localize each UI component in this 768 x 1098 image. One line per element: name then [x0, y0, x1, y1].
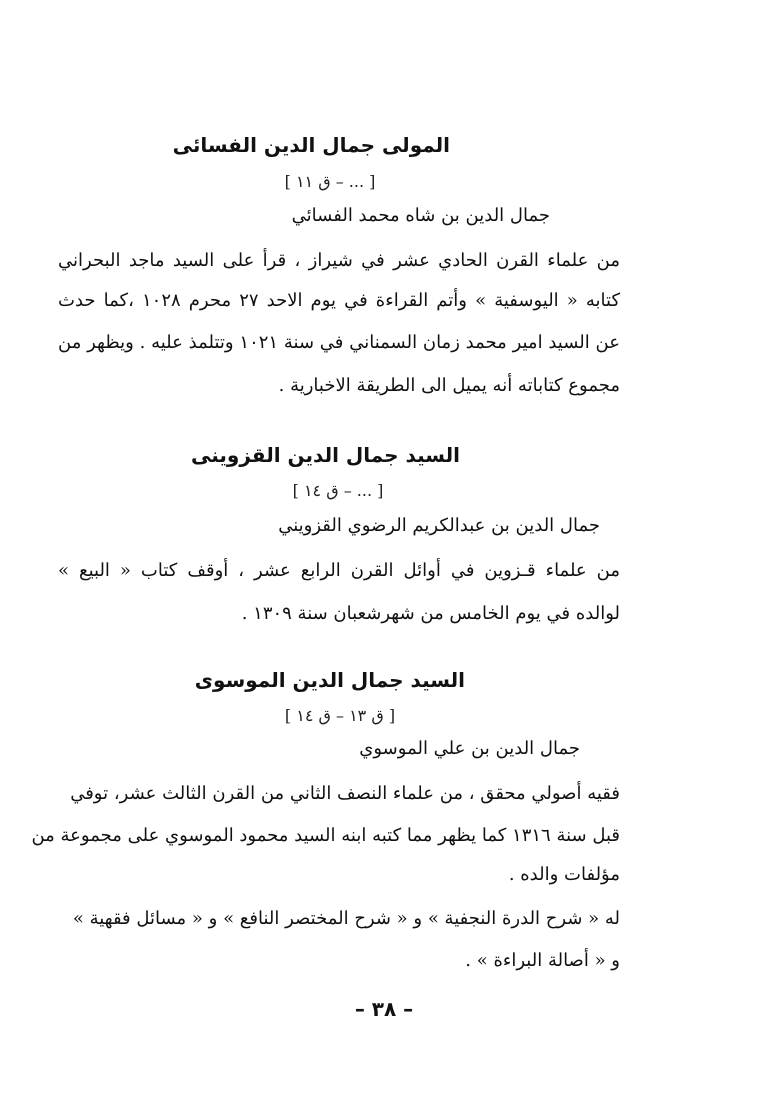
text-line: كتابه « اليوسفية » وأتم القراءة في يوم الاحد ٢٧ محرم ١٠٢٨ ،كما حدث [58, 290, 621, 311]
entry-dates: [ ... – ق ١٤ ] [292, 481, 384, 500]
text-line: لوالده في يوم الخامس من شهرشعبان سنة ١٣٠٩ . [241, 603, 620, 624]
text-line: عن السيد امير محمد زمان السمناني في سنة ١٠٢١ وتتلمذ عليه . ويظهر من [58, 332, 620, 353]
entry-full-name: جمال الدين بن شاه محمد الفسائي [291, 205, 550, 226]
entry-title: السيد جمال الدين الموسوى [194, 668, 465, 692]
entry-title: المولى جمال الدين الفسائى [172, 133, 450, 157]
text-line: و « أصالة البراءة » . [465, 950, 620, 971]
text-line: مؤلفات والده . [508, 864, 620, 885]
text-line: قبل سنة ١٣١٦ كما يظهر مما كتبه ابنه السيد محمود الموسوي على مجموعة من [31, 825, 620, 846]
page-number: – ٣٨ – [354, 997, 414, 1021]
entry-dates: [ ... – ق ١١ ] [284, 172, 376, 191]
entry-full-name: جمال الدين بن عبدالكريم الرضوي القزويني [278, 515, 600, 536]
text-line: من علماء قـزوين في أوائل القرن الرابع عشر ، أوقف كتاب « البيع » [58, 560, 620, 581]
entry-full-name: جمال الدين بن علي الموسوي [359, 738, 580, 759]
text-line: فقيه أصولي محقق ، من علماء النصف الثاني من القرن الثالث عشر، توفي [70, 783, 620, 804]
entry-title: السيد جمال الدين القزوينى [191, 443, 460, 467]
entry-dates: [ ق ١٣ – ق ١٤ ] [284, 706, 396, 725]
text-line: مجموع كتاباته أنه يميل الى الطريقة الاخبارية . [278, 375, 620, 396]
text-line: له « شرح الدرة النجفية » و « شرح المختصر النافع » و « مسائل فقهية » [72, 908, 620, 929]
text-line: من علماء القرن الحادي عشر في شيراز ، قرأ على السيد ماجد البحراني [58, 250, 620, 271]
